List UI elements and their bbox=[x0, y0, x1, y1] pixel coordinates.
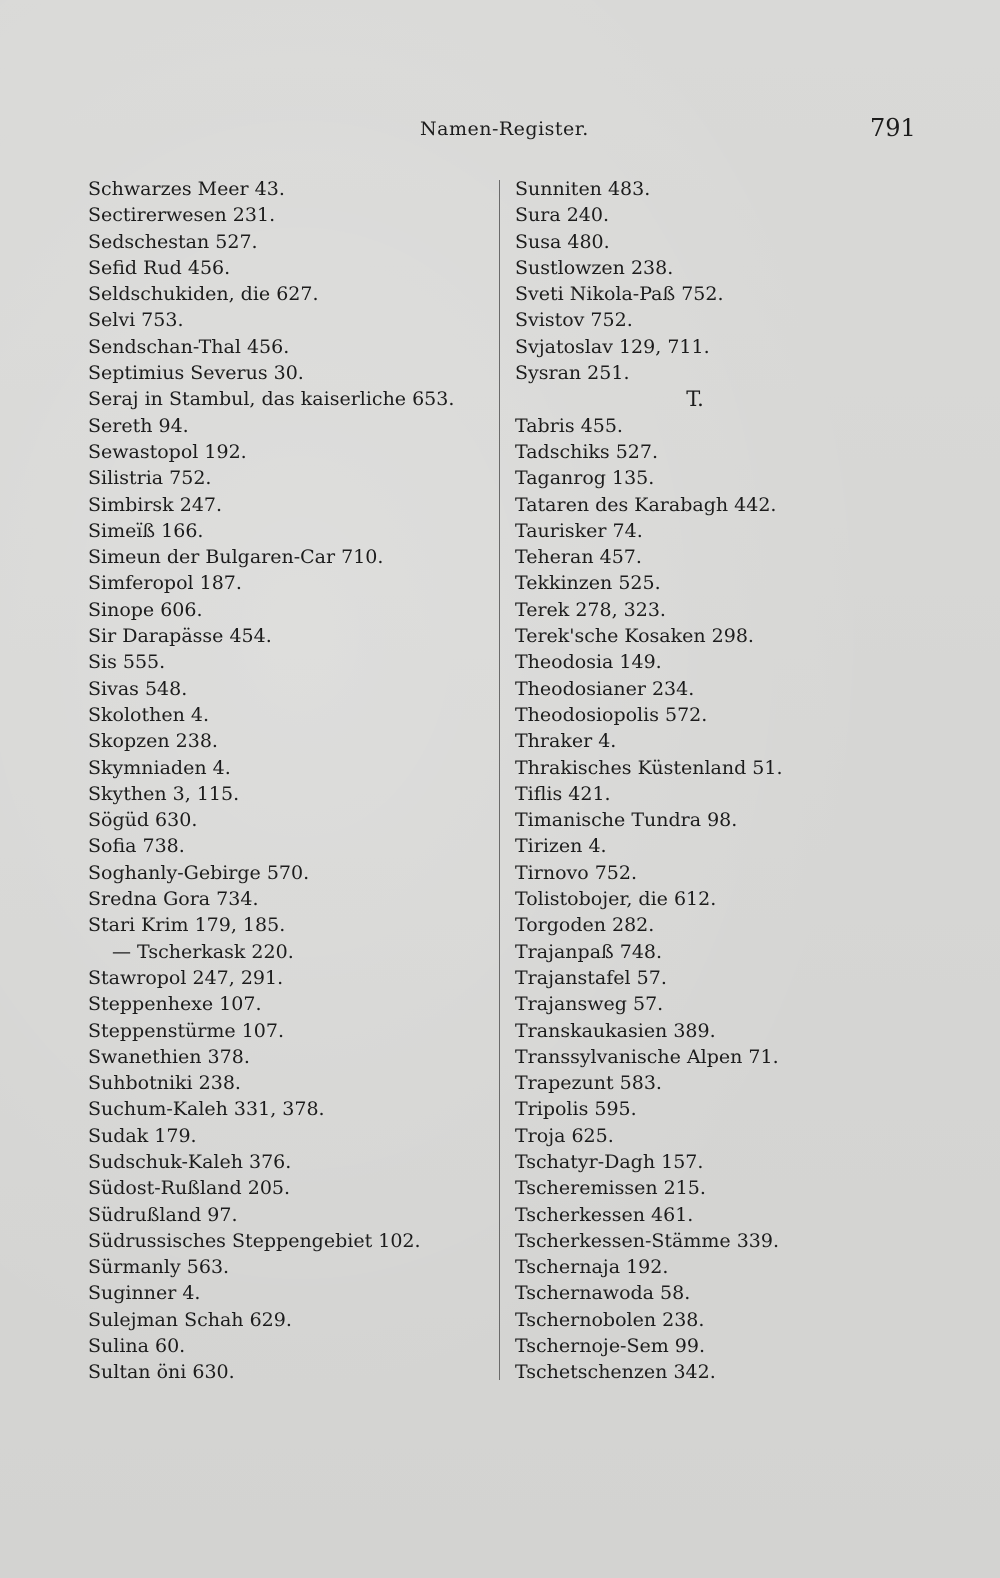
index-entry: Tirizen 4. bbox=[515, 835, 607, 858]
index-entry: Stari Krim 179, 185. bbox=[88, 914, 286, 937]
running-head bbox=[0, 114, 1000, 154]
index-entry: Svistov 752. bbox=[515, 309, 633, 332]
index-entry: Sultan öni 630. bbox=[88, 1361, 235, 1384]
index-entry: Tschernoje-Sem 99. bbox=[515, 1335, 706, 1358]
index-entry: Skolothen 4. bbox=[88, 703, 210, 726]
index-entry: Thrakisches Küstenland 51. bbox=[515, 756, 783, 779]
index-entry: Trajansweg 57. bbox=[515, 993, 664, 1016]
index-entry: Sustlowzen 238. bbox=[515, 256, 674, 279]
index-entry: Trajanstafel 57. bbox=[515, 966, 667, 989]
index-entry: Trajanpaß 748. bbox=[515, 940, 663, 963]
index-entry: Selvi 753. bbox=[88, 309, 184, 332]
index-entry: Sefid Rud 456. bbox=[88, 256, 231, 279]
index-entry: Tadschiks 527. bbox=[515, 440, 659, 463]
index-entry: Simbirsk 247. bbox=[88, 493, 223, 516]
index-entry: Theodosiopolis 572. bbox=[515, 703, 708, 726]
index-entry: Sinope 606. bbox=[88, 598, 203, 621]
index-entry: Südrußland 97. bbox=[88, 1203, 238, 1226]
index-entry: Tscheremissen 215. bbox=[515, 1177, 706, 1200]
index-entry: Sredna Gora 734. bbox=[88, 888, 259, 911]
index-entry: Sedschestan 527. bbox=[88, 230, 258, 253]
index-entry: Tschernobolen 238. bbox=[515, 1308, 705, 1331]
index-entry: Tirnovo 752. bbox=[515, 861, 638, 884]
index-entry: Svjatoslav 129, 711. bbox=[515, 335, 710, 358]
index-entry: Sulina 60. bbox=[88, 1335, 186, 1358]
index-entry: Steppenstürme 107. bbox=[88, 1019, 285, 1042]
index-entry: Timanische Tundra 98. bbox=[515, 809, 738, 832]
index-entry: Sürmanly 563. bbox=[88, 1256, 230, 1279]
index-entry: Taganrog 135. bbox=[515, 467, 655, 490]
index-entry: Sysran 251. bbox=[515, 362, 630, 385]
index-entry: Sis 555. bbox=[88, 651, 166, 674]
index-entry: Südost-Rußland 205. bbox=[88, 1177, 291, 1200]
index-entry: Tschernaja 192. bbox=[515, 1256, 669, 1279]
index-entry: Sunniten 483. bbox=[515, 178, 651, 200]
index-entry: Sectirerwesen 231. bbox=[88, 204, 276, 227]
index-entry: Thraker 4. bbox=[515, 730, 617, 753]
index-entry: Theodosianer 234. bbox=[515, 677, 695, 700]
index-entry: Transkaukasien 389. bbox=[515, 1019, 716, 1042]
index-entry: Seldschukiden, die 627. bbox=[88, 283, 319, 306]
index-entry: Stawropol 247, 291. bbox=[88, 966, 284, 989]
index-entry: Theodosia 149. bbox=[515, 651, 662, 674]
index-entry: Tscherkessen-Stämme 339. bbox=[515, 1229, 780, 1252]
index-entry: Suhbotniki 238. bbox=[88, 1072, 241, 1095]
index-entry: Susa 480. bbox=[515, 230, 610, 253]
index-entry: Skopzen 238. bbox=[88, 730, 218, 753]
column-divider bbox=[499, 180, 500, 1380]
index-entry: Tschetschenzen 342. bbox=[515, 1361, 716, 1384]
index-entry: Tripolis 595. bbox=[515, 1098, 637, 1121]
index-entry: Troja 625. bbox=[515, 1124, 614, 1147]
index-entry: Sudschuk-Kaleh 376. bbox=[88, 1150, 292, 1173]
index-entry: Sura 240. bbox=[515, 204, 610, 227]
index-entry: Tschatyr-Dagh 157. bbox=[515, 1150, 704, 1173]
index-entry: Tataren des Karabagh 442. bbox=[515, 493, 777, 516]
index-entry: Sivas 548. bbox=[88, 677, 188, 700]
index-entry: Tiflis 421. bbox=[515, 782, 611, 805]
index-entry: Sulejman Schah 629. bbox=[88, 1308, 292, 1331]
index-entry: Tabris 455. bbox=[515, 414, 623, 437]
index-entry: Skythen 3, 115. bbox=[88, 782, 240, 805]
index-entry: Sendschan-Thal 456. bbox=[88, 335, 290, 358]
index-entry: Sewastopol 192. bbox=[88, 440, 247, 463]
page-number: 791 bbox=[870, 114, 916, 142]
index-entry: Teheran 457. bbox=[515, 546, 642, 569]
index-entry: Suginner 4. bbox=[88, 1282, 201, 1305]
index-entry: Sudak 179. bbox=[88, 1124, 197, 1147]
index-entry: Simeïß 166. bbox=[88, 519, 204, 542]
index-column-left bbox=[88, 176, 488, 1386]
index-entry: — Tscherkask 220. bbox=[112, 940, 294, 963]
index-entry: Terek'sche Kosaken 298. bbox=[515, 625, 754, 648]
index-entry: Sögüd 630. bbox=[88, 809, 198, 832]
index-entry: Simferopol 187. bbox=[88, 572, 242, 595]
index-entry: Silistria 752. bbox=[88, 467, 212, 490]
index-entry: Tscherkessen 461. bbox=[515, 1203, 694, 1226]
index-entry: Tekkinzen 525. bbox=[515, 572, 661, 595]
index-entry: Tolistobojer, die 612. bbox=[515, 888, 717, 911]
index-entry: Südrussisches Steppengebiet 102. bbox=[88, 1229, 421, 1252]
index-entry: Transsylvanische Alpen 71. bbox=[515, 1045, 779, 1068]
index-entry: Sveti Nikola-Paß 752. bbox=[515, 283, 724, 306]
index-entry: Simeun der Bulgaren-Car 710. bbox=[88, 546, 384, 569]
index-entry: Skymniaden 4. bbox=[88, 756, 231, 779]
index-entry: Sereth 94. bbox=[88, 414, 189, 437]
index-column-right bbox=[515, 176, 935, 1386]
index-entry: Terek 278, 323. bbox=[515, 598, 666, 621]
index-entry: Soghanly-Gebirge 570. bbox=[88, 861, 310, 884]
index-entry: Septimius Severus 30. bbox=[88, 362, 304, 385]
section-letter: T. bbox=[686, 387, 704, 412]
index-entry: Tschernawoda 58. bbox=[515, 1282, 691, 1305]
index-entry: Suchum-Kaleh 331, 378. bbox=[88, 1098, 325, 1121]
index-entry: Taurisker 74. bbox=[515, 519, 643, 542]
index-entry: Trapezunt 583. bbox=[515, 1072, 662, 1095]
index-entry: Sir Darapässe 454. bbox=[88, 625, 272, 648]
index-entry: Steppenhexe 107. bbox=[88, 993, 262, 1016]
page-title: Namen-Register. bbox=[420, 118, 589, 140]
index-entry: Schwarzes Meer 43. bbox=[88, 178, 285, 200]
index-entry: Torgoden 282. bbox=[515, 914, 655, 937]
index-entry: Swanethien 378. bbox=[88, 1045, 250, 1068]
index-entry: Seraj in Stambul, das kaiserliche 653. bbox=[88, 388, 455, 411]
index-entry: Sofia 738. bbox=[88, 835, 185, 858]
